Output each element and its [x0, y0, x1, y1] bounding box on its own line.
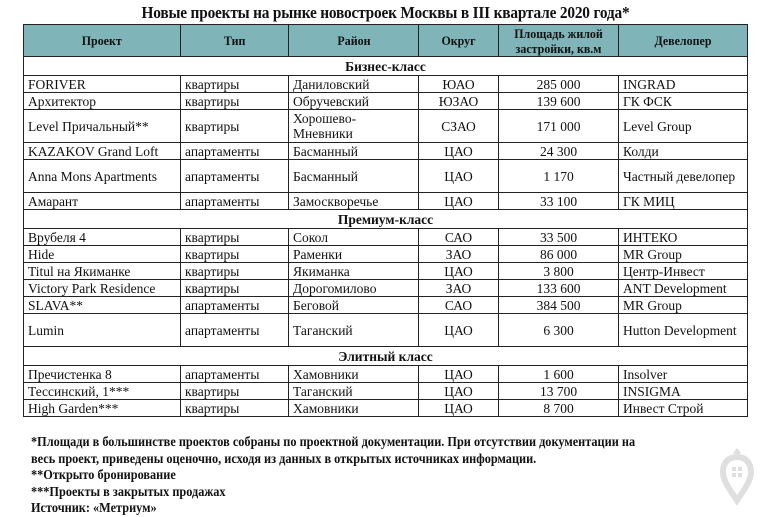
section-label: Элитный класс: [24, 347, 748, 366]
table-row: [24, 383, 748, 400]
cell-developer: ИНТЕКО: [619, 229, 748, 246]
cell-area: 6 300: [499, 314, 619, 347]
cell-type: квартиры: [181, 246, 289, 263]
section-premium: [24, 210, 748, 229]
section-label: Премиум-класс: [24, 210, 748, 229]
cell-area: 171 000: [499, 110, 619, 143]
cell-project: Anna Mons Apartments: [24, 160, 181, 193]
cell-type: апартаменты: [181, 143, 289, 160]
cell-project: Victory Park Residence: [24, 280, 181, 297]
cell-area: 1 600: [499, 366, 619, 383]
cell-area: 3 800: [499, 263, 619, 280]
cell-type: квартиры: [181, 280, 289, 297]
table-row: [24, 143, 748, 160]
cell-district: Дорогомилово: [289, 280, 419, 297]
cell-district: Сокол: [289, 229, 419, 246]
cell-type: квартиры: [181, 229, 289, 246]
house-pin-icon: [717, 446, 757, 508]
cell-district: Даниловский: [289, 76, 419, 93]
footnote-area-method-cont: весь проект, приведены оценочно, исходя из данных в открытых источниках информации.: [31, 450, 537, 466]
cell-okrug: ЦАО: [419, 366, 499, 383]
header-row: [24, 25, 748, 57]
cell-area: 139 600: [499, 93, 619, 110]
cell-developer: Insolver: [619, 366, 748, 383]
cell-type: квартиры: [181, 263, 289, 280]
header-project: Проект: [24, 25, 181, 57]
cell-project: Архитектор: [24, 93, 181, 110]
cell-project: KAZAKOV Grand Loft: [24, 143, 181, 160]
cell-district: Басманный: [289, 160, 419, 193]
footnote-area-method: *Площади в большинстве проектов собраны по проектной документации. При отсутствии документации на: [31, 434, 636, 449]
cell-type: квартиры: [181, 110, 289, 143]
table-row: [24, 110, 748, 143]
cell-okrug: ЦАО: [419, 143, 499, 160]
cell-project: Lumin: [24, 314, 181, 347]
cell-area: 384 500: [499, 297, 619, 314]
cell-area: 86 000: [499, 246, 619, 263]
cell-district: Таганский: [289, 383, 419, 400]
table-row: [24, 160, 748, 193]
cell-project: Hide: [24, 246, 181, 263]
cell-district: Басманный: [289, 143, 419, 160]
cell-developer: Level Group: [619, 110, 748, 143]
cell-okrug: ЦАО: [419, 263, 499, 280]
cell-project: Тессинский, 1***: [24, 383, 181, 400]
cell-type: апартаменты: [181, 366, 289, 383]
table-row: [24, 297, 748, 314]
cell-type: апартаменты: [181, 297, 289, 314]
cell-okrug: ЦАО: [419, 383, 499, 400]
footnotes: [31, 434, 751, 517]
projects-table: [23, 24, 748, 417]
cell-project: SLAVA**: [24, 297, 181, 314]
table-row: [24, 193, 748, 210]
cell-type: апартаменты: [181, 160, 289, 193]
cell-area: 24 300: [499, 143, 619, 160]
section-label: Бизнес-класс: [24, 57, 748, 76]
cell-developer: Hutton Development: [619, 314, 748, 347]
header-area: Площадь жилой застройки, кв.м: [499, 25, 619, 57]
section-elite: [24, 347, 748, 366]
cell-developer: Частный девелопер: [619, 160, 748, 193]
cell-district: Обручевский: [289, 93, 419, 110]
cell-okrug: ЗАО: [419, 280, 499, 297]
cell-project: High Garden***: [24, 400, 181, 417]
cell-type: квартиры: [181, 76, 289, 93]
cell-project: Амарант: [24, 193, 181, 210]
cell-district: Замоскворечье: [289, 193, 419, 210]
table-row: [24, 366, 748, 383]
cell-project: Level Причальный**: [24, 110, 181, 143]
header-type: Тип: [181, 25, 289, 57]
cell-developer: INGRAD: [619, 76, 748, 93]
footnote-closed-sales: ***Проекты в закрытых продажах: [31, 483, 226, 499]
cell-project: Titul на Якиманке: [24, 263, 181, 280]
cell-district: Беговой: [289, 297, 419, 314]
cell-area: 33 500: [499, 229, 619, 246]
cell-area: 133 600: [499, 280, 619, 297]
source-note: Источник: «Метриум»: [31, 500, 157, 515]
cell-type: квартиры: [181, 93, 289, 110]
cell-district: Хорошево-Мневники: [289, 110, 419, 143]
cell-developer: MR Group: [619, 297, 748, 314]
cell-developer: MR Group: [619, 246, 748, 263]
table-row: [24, 263, 748, 280]
header-okrug: Округ: [419, 25, 499, 57]
cell-developer: ANT Development: [619, 280, 748, 297]
cell-okrug: САО: [419, 297, 499, 314]
cell-okrug: ЦАО: [419, 400, 499, 417]
cell-district: Хамовники: [289, 366, 419, 383]
cell-type: квартиры: [181, 400, 289, 417]
cell-area: 33 100: [499, 193, 619, 210]
table-row: [24, 314, 748, 347]
cell-okrug: ЮАО: [419, 76, 499, 93]
cell-project: FORIVER: [24, 76, 181, 93]
cell-developer: Центр-Инвест: [619, 263, 748, 280]
footnote-booking-open: **Открыто бронирование: [31, 467, 176, 482]
table-row: [24, 246, 748, 263]
table-title: Новые проекты на рынке новостроек Москвы в III квартале 2020 года*: [141, 3, 630, 22]
cell-type: апартаменты: [181, 193, 289, 210]
cell-district: Таганский: [289, 314, 419, 347]
table-row: [24, 93, 748, 110]
cell-project: Врубеля 4: [24, 229, 181, 246]
cell-area: 285 000: [499, 76, 619, 93]
cell-developer: INSIGMA: [619, 383, 748, 400]
cell-area: 8 700: [499, 400, 619, 417]
cell-okrug: ЦАО: [419, 314, 499, 347]
cell-okrug: ЗАО: [419, 246, 499, 263]
cell-type: квартиры: [181, 383, 289, 400]
cell-okrug: ЦАО: [419, 160, 499, 193]
table-row: [24, 229, 748, 246]
cell-developer: Инвест Строй: [619, 400, 748, 417]
cell-okrug: СЗАО: [419, 110, 499, 143]
cell-type: апартаменты: [181, 314, 289, 347]
cell-area: 13 700: [499, 383, 619, 400]
table-row: [24, 280, 748, 297]
table-row: [24, 76, 748, 93]
cell-area: 1 170: [499, 160, 619, 193]
cell-project: Пречистенка 8: [24, 366, 181, 383]
cell-district: Раменки: [289, 246, 419, 263]
section-business: [24, 57, 748, 76]
cell-okrug: ЦАО: [419, 193, 499, 210]
cell-district: Якиманка: [289, 263, 419, 280]
cell-developer: ГК МИЦ: [619, 193, 748, 210]
cell-okrug: САО: [419, 229, 499, 246]
cell-district: Хамовники: [289, 400, 419, 417]
cell-developer: Колди: [619, 143, 748, 160]
cell-okrug: ЮЗАО: [419, 93, 499, 110]
cell-developer: ГК ФСК: [619, 93, 748, 110]
table-row: [24, 400, 748, 417]
header-developer: Девелопер: [619, 25, 748, 57]
header-district: Район: [289, 25, 419, 57]
